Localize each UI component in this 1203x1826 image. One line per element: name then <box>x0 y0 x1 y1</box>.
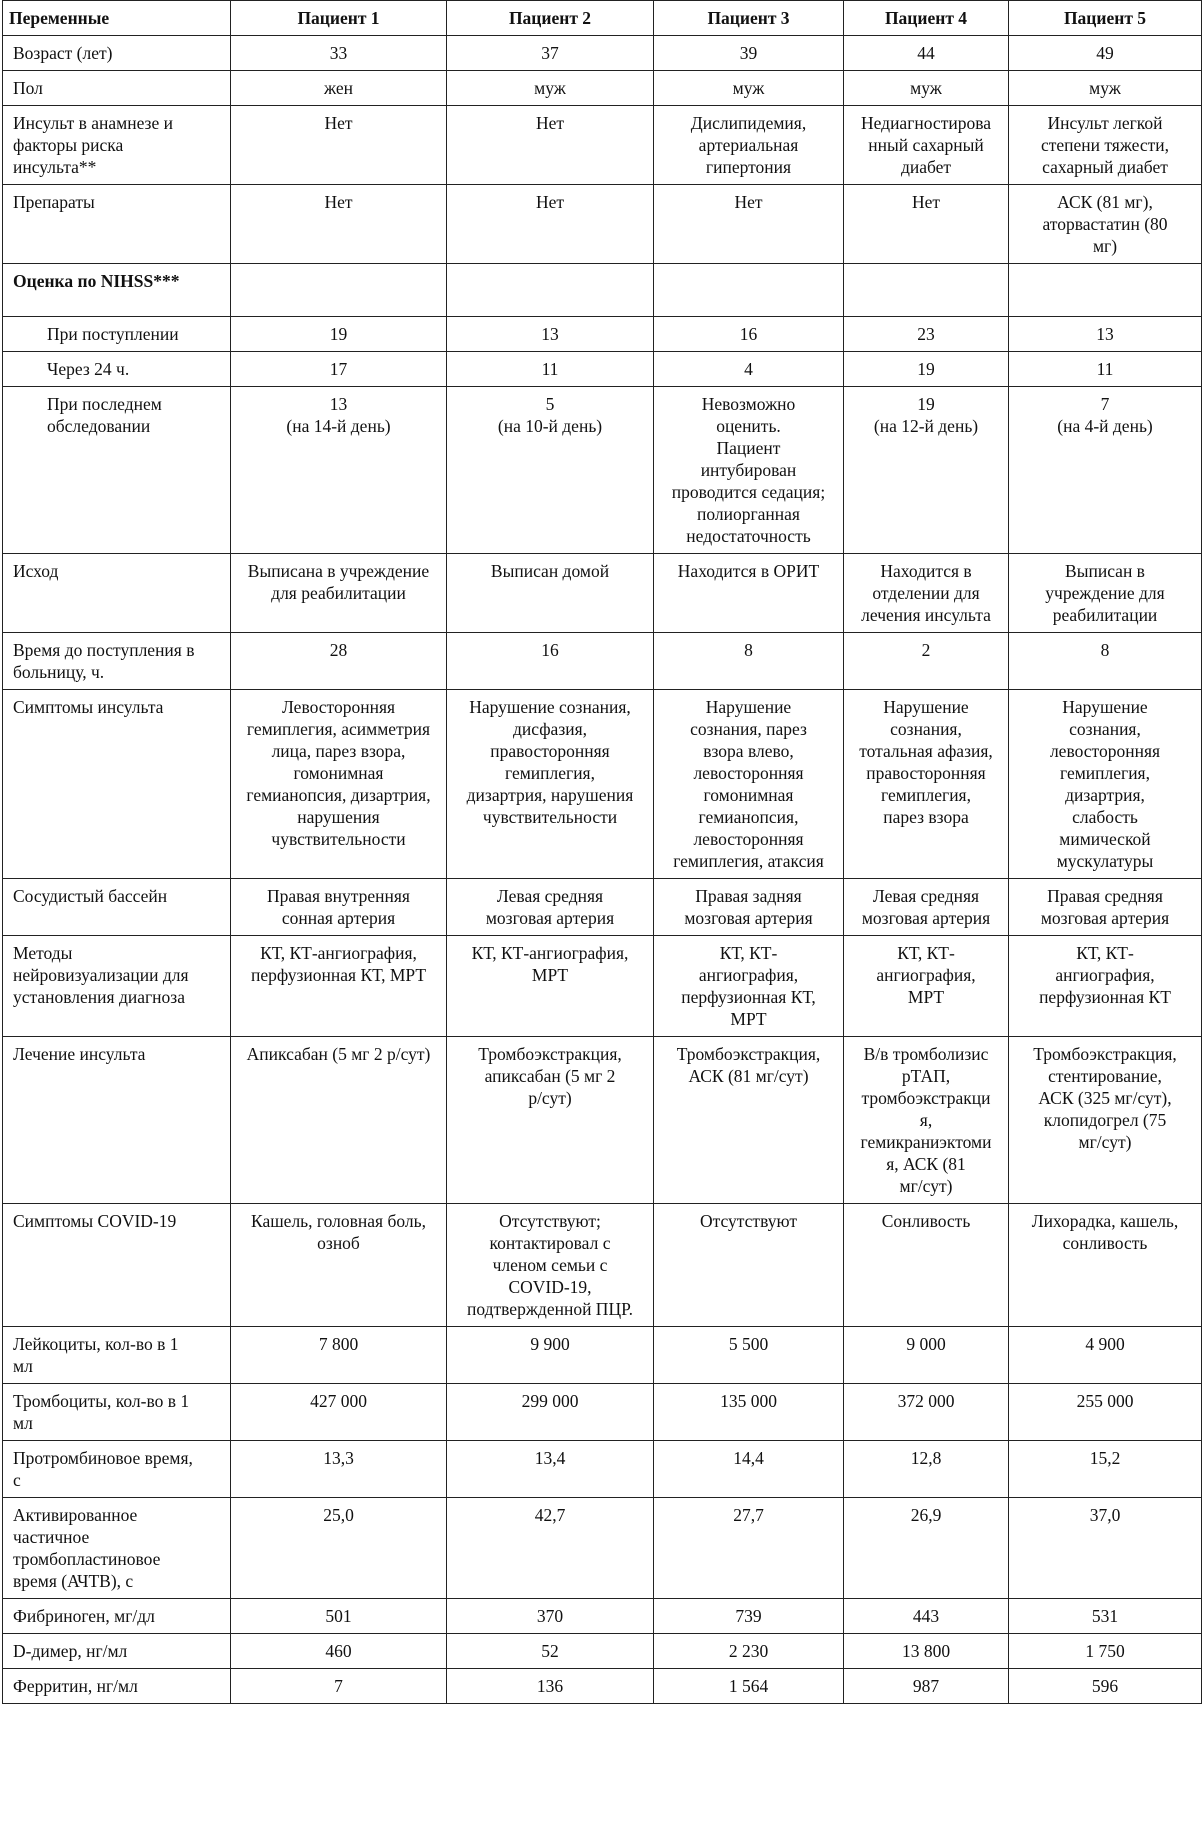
cell-patient-4: 9 000 <box>844 1327 1009 1384</box>
cell-patient-5: 11 <box>1009 352 1202 387</box>
cell-patient-5: Тромбоэкстракция, стентирование, АСК (325 мг/сут), клопидогрел (75 мг/сут) <box>1009 1037 1202 1204</box>
row-label: Симптомы инсульта <box>3 690 231 879</box>
cell-patient-3: 1 564 <box>654 1669 844 1704</box>
cell-patient-3: 739 <box>654 1599 844 1634</box>
cell-patient-2: 299 000 <box>447 1384 654 1441</box>
cell-patient-4: 2 <box>844 633 1009 690</box>
cell-patient-1: Нет <box>231 185 447 264</box>
cell-patient-5: КТ, КТ- ангиография, перфузионная КТ <box>1009 936 1202 1037</box>
cell-patient-3: Невозможно оценить. Пациент интубирован проводится седация; полиорганная недостаточность <box>654 387 844 554</box>
cell-patient-1: 501 <box>231 1599 447 1634</box>
table-row <box>3 352 1202 387</box>
cell-patient-5: 531 <box>1009 1599 1202 1634</box>
cell-patient-3: 5 500 <box>654 1327 844 1384</box>
header-patient-3: Пациент 3 <box>654 1 844 36</box>
cell-patient-4: 44 <box>844 36 1009 71</box>
cell-patient-1: 13,3 <box>231 1441 447 1498</box>
row-label: Пол <box>3 71 231 106</box>
cell-patient-5: Лихорадка, кашель, сонливость <box>1009 1204 1202 1327</box>
cell-patient-4: Левая средняя мозговая артерия <box>844 879 1009 936</box>
row-label: Оценка по NIHSS*** <box>3 264 231 317</box>
cell-patient-2: Тромбоэкстракция, апиксабан (5 мг 2 р/сут) <box>447 1037 654 1204</box>
cell-patient-3: 27,7 <box>654 1498 844 1599</box>
cell-patient-1: 460 <box>231 1634 447 1669</box>
cell-patient-1: 7 <box>231 1669 447 1704</box>
table-body <box>3 36 1202 1704</box>
header-row <box>3 1 1202 36</box>
cell-patient-1: 33 <box>231 36 447 71</box>
cell-patient-4: Нарушение сознания, тотальная афазия, правосторонняя гемиплегия, парез взора <box>844 690 1009 879</box>
cell-patient-5: муж <box>1009 71 1202 106</box>
row-label: D-димер, нг/мл <box>3 1634 231 1669</box>
cell-patient-2: Нет <box>447 185 654 264</box>
table-row <box>3 879 1202 936</box>
cell-patient-1: 25,0 <box>231 1498 447 1599</box>
table-row <box>3 690 1202 879</box>
cell-patient-4: 12,8 <box>844 1441 1009 1498</box>
cell-patient-1: КТ, КТ-ангиография, перфузионная КТ, МРТ <box>231 936 447 1037</box>
cell-patient-5: 15,2 <box>1009 1441 1202 1498</box>
cell-patient-3: Нарушение сознания, парез взора влево, левосторонняя гомонимная гемианопсия, левосторонняя гемиплегия, атаксия <box>654 690 844 879</box>
cell-patient-4: муж <box>844 71 1009 106</box>
table-row <box>3 1669 1202 1704</box>
cell-patient-1: жен <box>231 71 447 106</box>
cell-patient-1: 19 <box>231 317 447 352</box>
row-label: Ферритин, нг/мл <box>3 1669 231 1704</box>
cell-patient-2: Левая средняя мозговая артерия <box>447 879 654 936</box>
header-patient-4: Пациент 4 <box>844 1 1009 36</box>
cell-patient-4: КТ, КТ- ангиография, МРТ <box>844 936 1009 1037</box>
row-label: Лейкоциты, кол-во в 1 мл <box>3 1327 231 1384</box>
cell-patient-4: 19 <box>844 352 1009 387</box>
header-patient-5: Пациент 5 <box>1009 1 1202 36</box>
cell-patient-1: 13 (на 14-й день) <box>231 387 447 554</box>
table-row <box>3 1599 1202 1634</box>
cell-patient-4: Сонливость <box>844 1204 1009 1327</box>
cell-patient-5: 8 <box>1009 633 1202 690</box>
row-label: Исход <box>3 554 231 633</box>
cell-patient-2: КТ, КТ-ангиография, МРТ <box>447 936 654 1037</box>
cell-patient-2: муж <box>447 71 654 106</box>
cell-patient-2: 13 <box>447 317 654 352</box>
cell-patient-2: 370 <box>447 1599 654 1634</box>
row-label: Фибриноген, мг/дл <box>3 1599 231 1634</box>
cell-patient-4: 987 <box>844 1669 1009 1704</box>
cell-patient-1: Выписана в учреждение для реабилитации <box>231 554 447 633</box>
cell-patient-2: 11 <box>447 352 654 387</box>
cell-patient-3: Нет <box>654 185 844 264</box>
cell-patient-2: 5 (на 10-й день) <box>447 387 654 554</box>
cell-patient-1 <box>231 264 447 317</box>
cell-patient-2: Выписан домой <box>447 554 654 633</box>
header-patient-1: Пациент 1 <box>231 1 447 36</box>
cell-patient-1: Правая внутренняя сонная артерия <box>231 879 447 936</box>
cell-patient-5: АСК (81 мг), аторвастатин (80 мг) <box>1009 185 1202 264</box>
cell-patient-4: 23 <box>844 317 1009 352</box>
patients-table <box>2 0 1202 1704</box>
cell-patient-1: Нет <box>231 106 447 185</box>
cell-patient-4: 26,9 <box>844 1498 1009 1599</box>
cell-patient-3: Отсутствуют <box>654 1204 844 1327</box>
cell-patient-5: 13 <box>1009 317 1202 352</box>
cell-patient-5: 1 750 <box>1009 1634 1202 1669</box>
header-patient-2: Пациент 2 <box>447 1 654 36</box>
cell-patient-5: 255 000 <box>1009 1384 1202 1441</box>
cell-patient-2: 13,4 <box>447 1441 654 1498</box>
table-row <box>3 317 1202 352</box>
cell-patient-3: Правая задняя мозговая артерия <box>654 879 844 936</box>
cell-patient-4: Находится в отделении для лечения инсульта <box>844 554 1009 633</box>
row-label: Возраст (лет) <box>3 36 231 71</box>
cell-patient-5: 49 <box>1009 36 1202 71</box>
cell-patient-2 <box>447 264 654 317</box>
cell-patient-3: Находится в ОРИТ <box>654 554 844 633</box>
cell-patient-5 <box>1009 264 1202 317</box>
cell-patient-3: КТ, КТ- ангиография, перфузионная КТ, МРТ <box>654 936 844 1037</box>
cell-patient-2: 16 <box>447 633 654 690</box>
cell-patient-2: 37 <box>447 36 654 71</box>
cell-patient-5: 596 <box>1009 1669 1202 1704</box>
cell-patient-3: 14,4 <box>654 1441 844 1498</box>
cell-patient-2: 52 <box>447 1634 654 1669</box>
cell-patient-3: 2 230 <box>654 1634 844 1669</box>
table-row <box>3 387 1202 554</box>
cell-patient-2: 42,7 <box>447 1498 654 1599</box>
row-label: Активированное частичное тромбопластиновое время (АЧТВ), с <box>3 1498 231 1599</box>
cell-patient-5: Инсульт легкой степени тяжести, сахарный диабет <box>1009 106 1202 185</box>
row-label: Лечение инсульта <box>3 1037 231 1204</box>
cell-patient-3: 39 <box>654 36 844 71</box>
cell-patient-3: 4 <box>654 352 844 387</box>
table-row <box>3 936 1202 1037</box>
cell-patient-3 <box>654 264 844 317</box>
table-row <box>3 1441 1202 1498</box>
table-row <box>3 71 1202 106</box>
cell-patient-3: муж <box>654 71 844 106</box>
cell-patient-1: Апиксабан (5 мг 2 р/сут) <box>231 1037 447 1204</box>
cell-patient-2: 136 <box>447 1669 654 1704</box>
row-label: Симптомы COVID-19 <box>3 1204 231 1327</box>
cell-patient-2: Отсутствуют; контактировал с членом семьи с COVID-19, подтвержденной ПЦР. <box>447 1204 654 1327</box>
cell-patient-4: 443 <box>844 1599 1009 1634</box>
cell-patient-5: Нарушение сознания, левосторонняя гемиплегия, дизартрия, слабость мимической мускулатуры <box>1009 690 1202 879</box>
cell-patient-4: 13 800 <box>844 1634 1009 1669</box>
cell-patient-5: Выписан в учреждение для реабилитации <box>1009 554 1202 633</box>
cell-patient-3: 16 <box>654 317 844 352</box>
cell-patient-3: 8 <box>654 633 844 690</box>
table-row <box>3 1204 1202 1327</box>
cell-patient-1: 17 <box>231 352 447 387</box>
row-label: При поступлении <box>3 317 231 352</box>
cell-patient-5: 4 900 <box>1009 1327 1202 1384</box>
table-row <box>3 106 1202 185</box>
cell-patient-4: Недиагностирова нный сахарный диабет <box>844 106 1009 185</box>
row-label: Время до поступления в больницу, ч. <box>3 633 231 690</box>
cell-patient-1: 28 <box>231 633 447 690</box>
row-label: Инсульт в анамнезе и факторы риска инсульта** <box>3 106 231 185</box>
table-row <box>3 554 1202 633</box>
cell-patient-3: Дислипидемия, артериальная гипертония <box>654 106 844 185</box>
cell-patient-2: Нарушение сознания, дисфазия, правосторонняя гемиплегия, дизартрия, нарушения чувствительности <box>447 690 654 879</box>
row-label: Препараты <box>3 185 231 264</box>
cell-patient-4: В/в тромболизис рТАП, тромбоэкстракци я, гемикраниэктоми я, АСК (81 мг/сут) <box>844 1037 1009 1204</box>
cell-patient-5: 37,0 <box>1009 1498 1202 1599</box>
cell-patient-4: 19 (на 12-й день) <box>844 387 1009 554</box>
cell-patient-2: 9 900 <box>447 1327 654 1384</box>
row-label: При последнем обследовании <box>3 387 231 554</box>
header-variables: Переменные <box>3 1 231 36</box>
cell-patient-1: 427 000 <box>231 1384 447 1441</box>
cell-patient-4: Нет <box>844 185 1009 264</box>
cell-patient-4: 372 000 <box>844 1384 1009 1441</box>
cell-patient-3: Тромбоэкстракция, АСК (81 мг/сут) <box>654 1037 844 1204</box>
row-label: Тромбоциты, кол-во в 1 мл <box>3 1384 231 1441</box>
cell-patient-4 <box>844 264 1009 317</box>
table-row <box>3 36 1202 71</box>
cell-patient-1: Левосторонняя гемиплегия, асимметрия лица, парез взора, гомонимная гемианопсия, дизартрия, нарушения чувствительности <box>231 690 447 879</box>
table-row <box>3 1384 1202 1441</box>
cell-patient-1: 7 800 <box>231 1327 447 1384</box>
row-label: Протромбиновое время, с <box>3 1441 231 1498</box>
cell-patient-5: Правая средняя мозговая артерия <box>1009 879 1202 936</box>
table-row <box>3 1327 1202 1384</box>
table-row <box>3 1037 1202 1204</box>
row-label: Методы нейровизуализации для установления диагноза <box>3 936 231 1037</box>
table-row <box>3 1634 1202 1669</box>
cell-patient-2: Нет <box>447 106 654 185</box>
row-label: Через 24 ч. <box>3 352 231 387</box>
cell-patient-1: Кашель, головная боль, озноб <box>231 1204 447 1327</box>
row-label: Сосудистый бассейн <box>3 879 231 936</box>
table-row <box>3 1498 1202 1599</box>
table-row <box>3 185 1202 264</box>
cell-patient-3: 135 000 <box>654 1384 844 1441</box>
table-row <box>3 633 1202 690</box>
table-row <box>3 264 1202 317</box>
cell-patient-5: 7 (на 4-й день) <box>1009 387 1202 554</box>
